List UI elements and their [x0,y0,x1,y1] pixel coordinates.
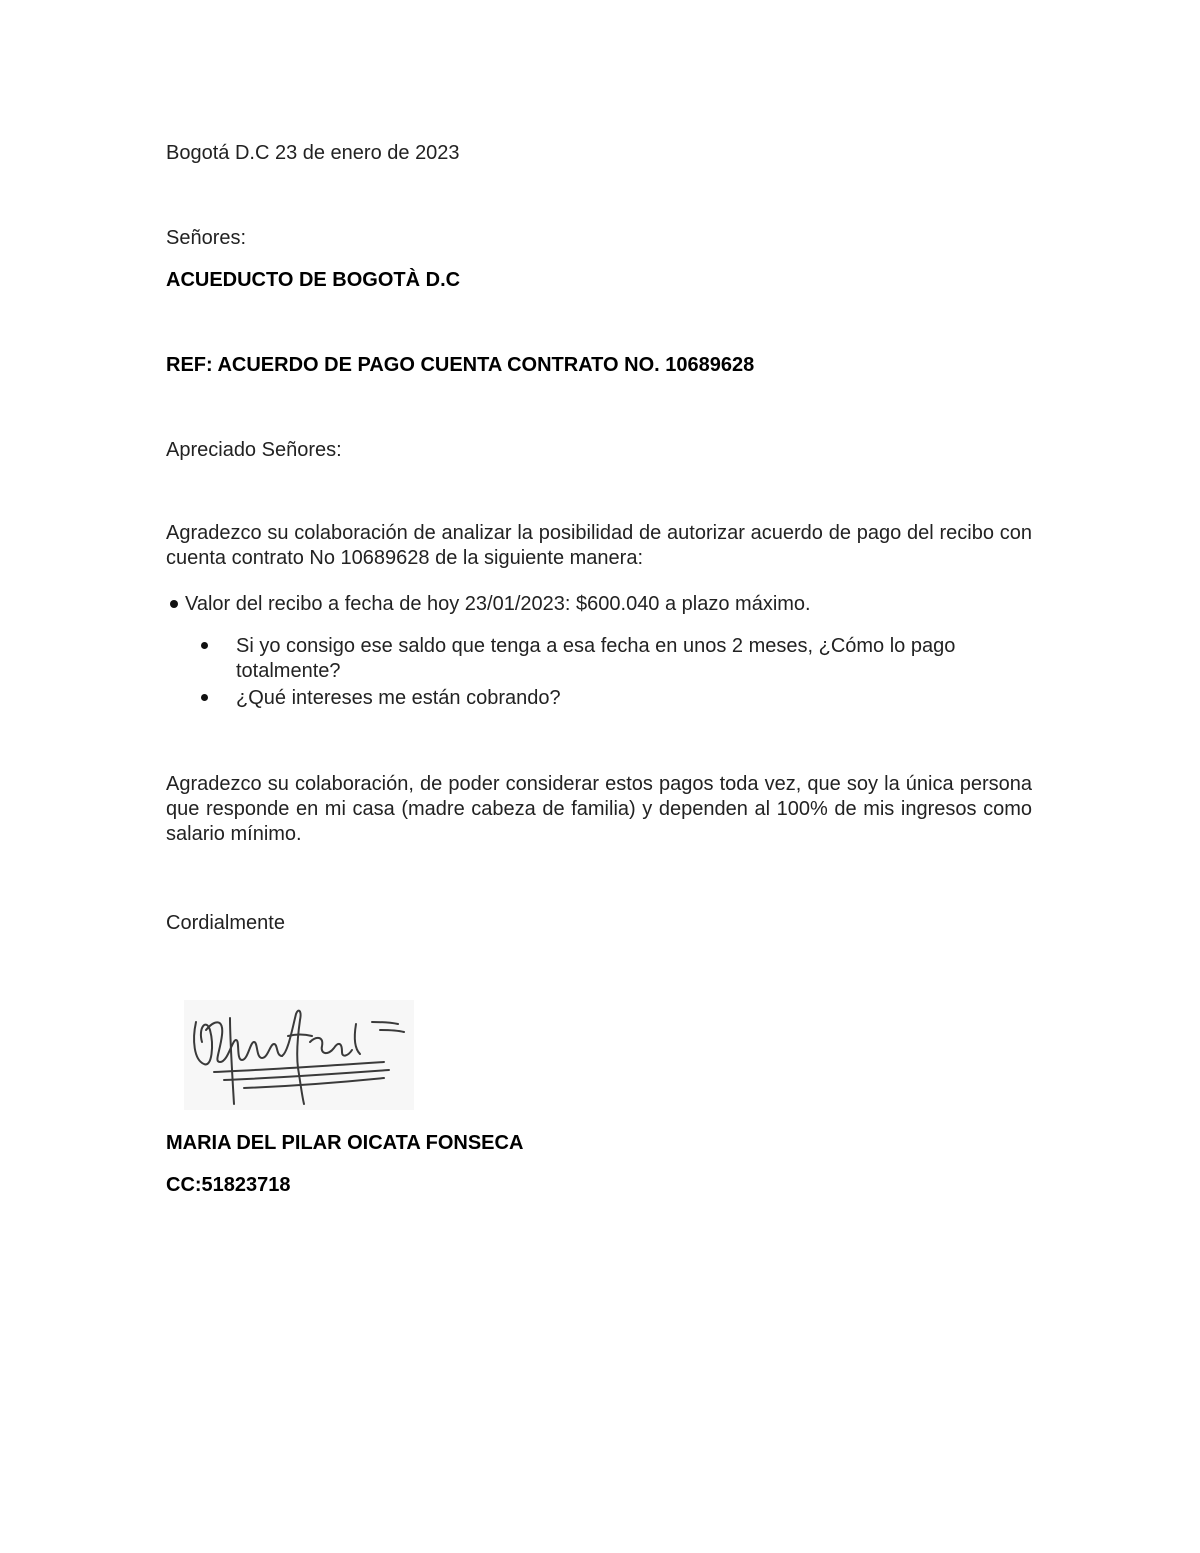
signer-name: MARIA DEL PILAR OICATA FONSECA [166,1132,524,1154]
sub-bullet-dot [201,694,208,701]
recipient-name: ACUEDUCTO DE BOGOTÀ D.C [166,269,461,291]
sub-bullet-question-payment: Si yo consigo ese saldo que tenga a esa fecha en unos 2 meses, ¿Cómo lo pago totalmente? [236,635,956,682]
salutation-recipients: Señores: [166,227,247,249]
closing: Cordialmente [166,912,285,934]
sub-bullet-dot [201,642,208,649]
signer-id: CC:51823718 [166,1174,291,1196]
reference-line: REF: ACUERDO DE PAGO CUENTA CONTRATO NO. 10689628 [166,354,755,376]
handwritten-signature [184,1000,414,1110]
sub-bullet-question-interest: ¿Qué intereses me están cobrando? [236,687,561,709]
paragraph-justification: Agradezco su colaboración, de poder considerar estos pagos toda vez, que soy la única persona que responde en mi casa (madre cabeza de familia) y dependen al 100% de mis ingresos como salario mínimo. [166,773,1032,845]
greeting: Apreciado Señores: [166,439,342,461]
date-line: Bogotá D.C 23 de enero de 2023 [166,142,460,164]
main-bullet-text: Valor del recibo a fecha de hoy 23/01/2023: $600.040 a plazo máximo. [185,593,811,615]
main-bullet-dot [170,600,178,608]
paragraph-request: Agradezco su colaboración de analizar la posibilidad de autorizar acuerdo de pago del recibo con cuenta contrato No 10689628 de la siguiente manera: [166,522,1032,569]
